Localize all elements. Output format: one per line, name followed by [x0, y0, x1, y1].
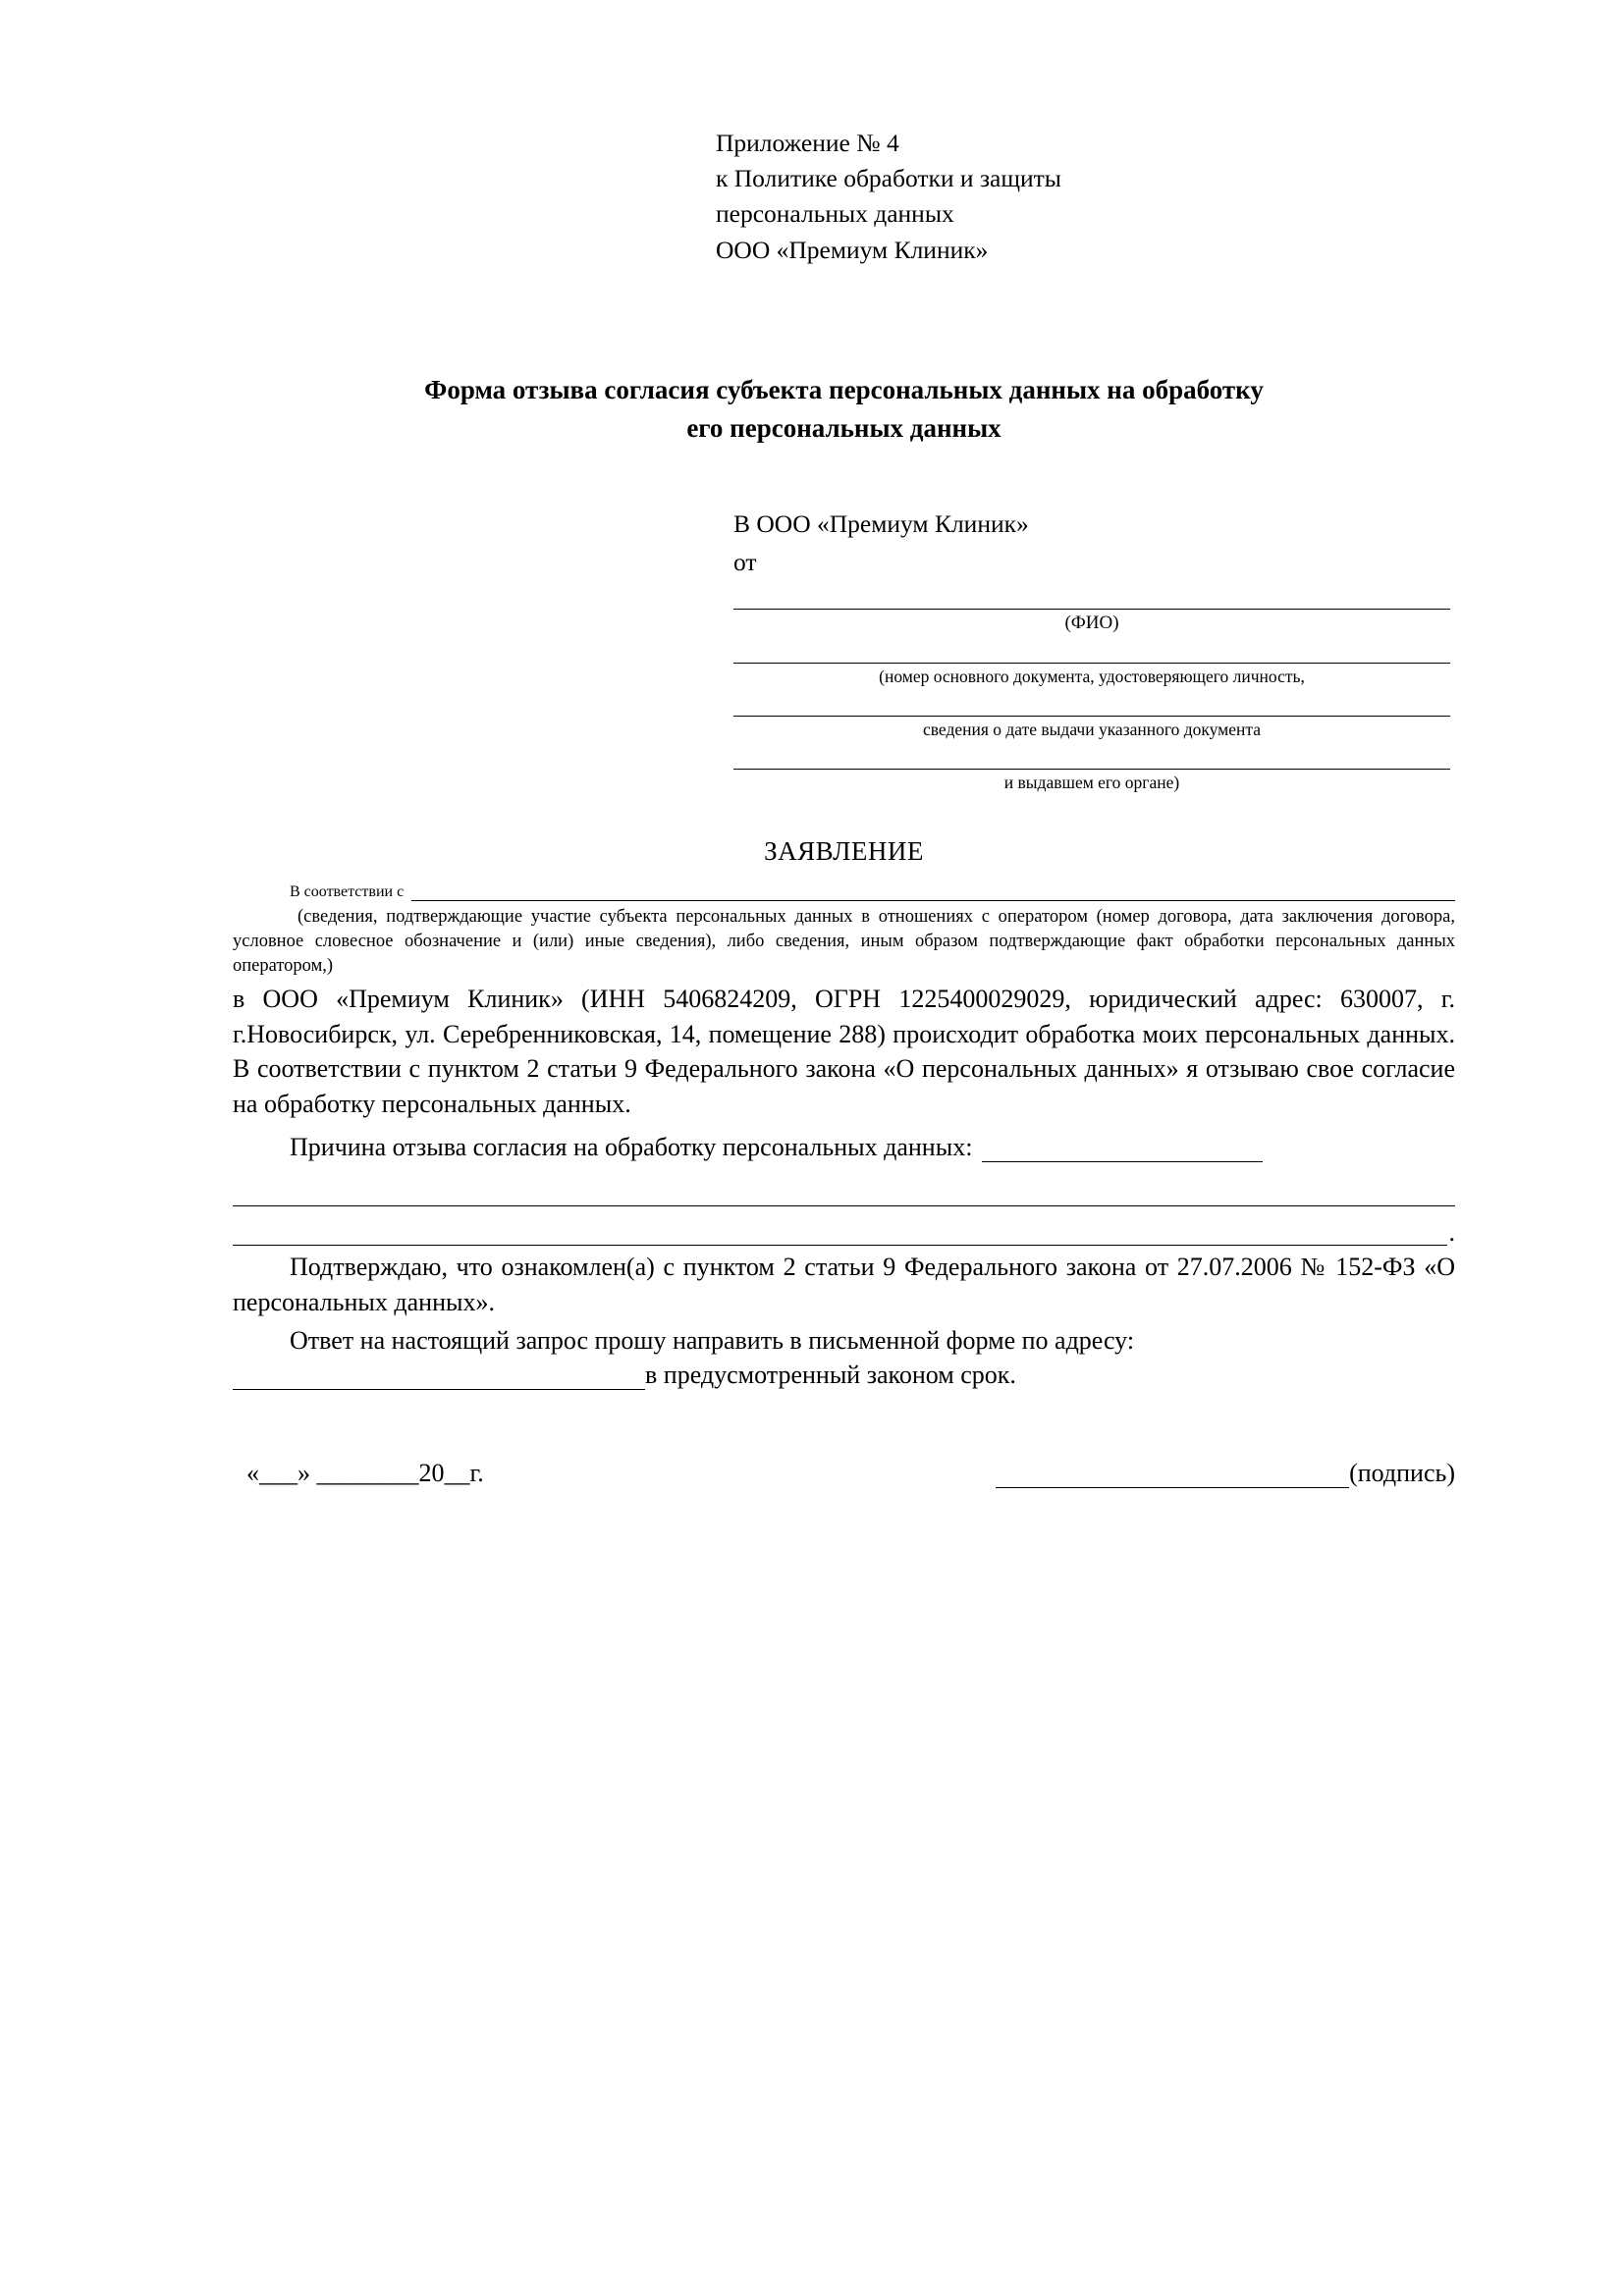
basis-input-line[interactable]	[411, 877, 1455, 901]
reason-label: Причина отзыва согласия на обработку персональных данных:	[290, 1133, 973, 1162]
appendix-header	[716, 126, 1455, 268]
reason-input-line-1[interactable]	[982, 1140, 1263, 1162]
appendix-header-line-3: персональных данных	[716, 199, 954, 229]
document-date-input-line[interactable]	[733, 690, 1450, 717]
reason-input-line-2[interactable]	[233, 1166, 1455, 1206]
basis-field-row	[233, 877, 1455, 901]
fio-field-row	[733, 583, 1450, 636]
reason-end-dot: .	[1448, 1218, 1455, 1248]
reason-input-line-3-row	[233, 1206, 1455, 1246]
document-number-input-line[interactable]	[733, 637, 1450, 664]
signature-caption: (подпись)	[1349, 1458, 1455, 1487]
basis-hint-text: (сведения, подтверждающие участие субъекта персональных данных в отношениях с оператором (номер договора, дата заключения договора, условное словесное обозначение и (или) иные сведения), либо сведения, иным образом подтверждающие факт обработки персональных данных оператором,)	[233, 907, 1455, 976]
confirmation-paragraph: Подтверждаю, что ознакомлен(а) с пунктом 2 статьи 9 Федерального закона от 27.07.2006 № 152-ФЗ «О персональных данных».	[233, 1253, 1455, 1316]
page-title	[233, 371, 1455, 448]
document-date-field-row	[733, 690, 1450, 741]
answer-address-tail: в предусмотренный законом срок.	[645, 1360, 1016, 1389]
answer-address-row	[233, 1361, 1455, 1390]
main-paragraph: в ООО «Премиум Клиник» (ИНН 5406824209, ОГРН 1225400029029, юридический адрес: 630007, г. г.Новосибирск, ул. Серебренниковская, 14, помещение 288) происходит обработка моих персональных данных. В соответствии с пунктом 2 статьи 9 Федерального закона «О персональных данных» я отзываю свое согласие на обработку персональных данных.	[233, 985, 1455, 1118]
addressee-to: В ООО «Премиум Клиник»	[733, 508, 1029, 538]
addressee-from-label: от	[733, 547, 757, 576]
statement-heading: ЗАЯВЛЕНИЕ	[764, 836, 924, 867]
reason-field-row	[233, 1133, 1455, 1162]
document-number-field-row	[733, 637, 1450, 688]
document-issuer-input-line[interactable]	[733, 743, 1450, 770]
document-content	[233, 0, 1455, 1488]
document-date-caption: сведения о дате выдачи указанного документа	[922, 719, 1261, 739]
appendix-header-line-2: к Политике обработки и защиты	[716, 164, 1061, 193]
addressee-block	[733, 507, 1450, 794]
fio-caption: (ФИО)	[1064, 612, 1119, 633]
signature-row	[233, 1459, 1455, 1488]
page-title-line-1: Форма отзыва согласия субъекта персональных данных на обработку	[424, 374, 1264, 404]
document-issuer-caption: и выдавшем его органе)	[1003, 772, 1180, 792]
reason-input-line-3[interactable]	[233, 1207, 1447, 1246]
document-issuer-field-row	[733, 743, 1450, 794]
basis-hint	[233, 905, 1455, 978]
appendix-header-line-1: Приложение № 4	[716, 129, 899, 157]
document-number-caption: (номер основного документа, удостоверяющего личность,	[879, 667, 1305, 687]
signature-date-field[interactable]: «___» ________20__г.	[246, 1458, 484, 1487]
page-title-line-2: его персональных данных	[686, 412, 1001, 443]
fio-input-line[interactable]	[733, 583, 1450, 610]
answer-paragraph: Ответ на настоящий запрос прошу направить в письменной форме по адресу:	[290, 1326, 1135, 1356]
appendix-header-line-4: ООО «Премиум Клиник»	[716, 235, 989, 264]
signature-input-line[interactable]	[996, 1464, 1349, 1488]
basis-label: В соответствии с	[290, 883, 405, 901]
answer-address-input-line[interactable]	[233, 1365, 645, 1390]
